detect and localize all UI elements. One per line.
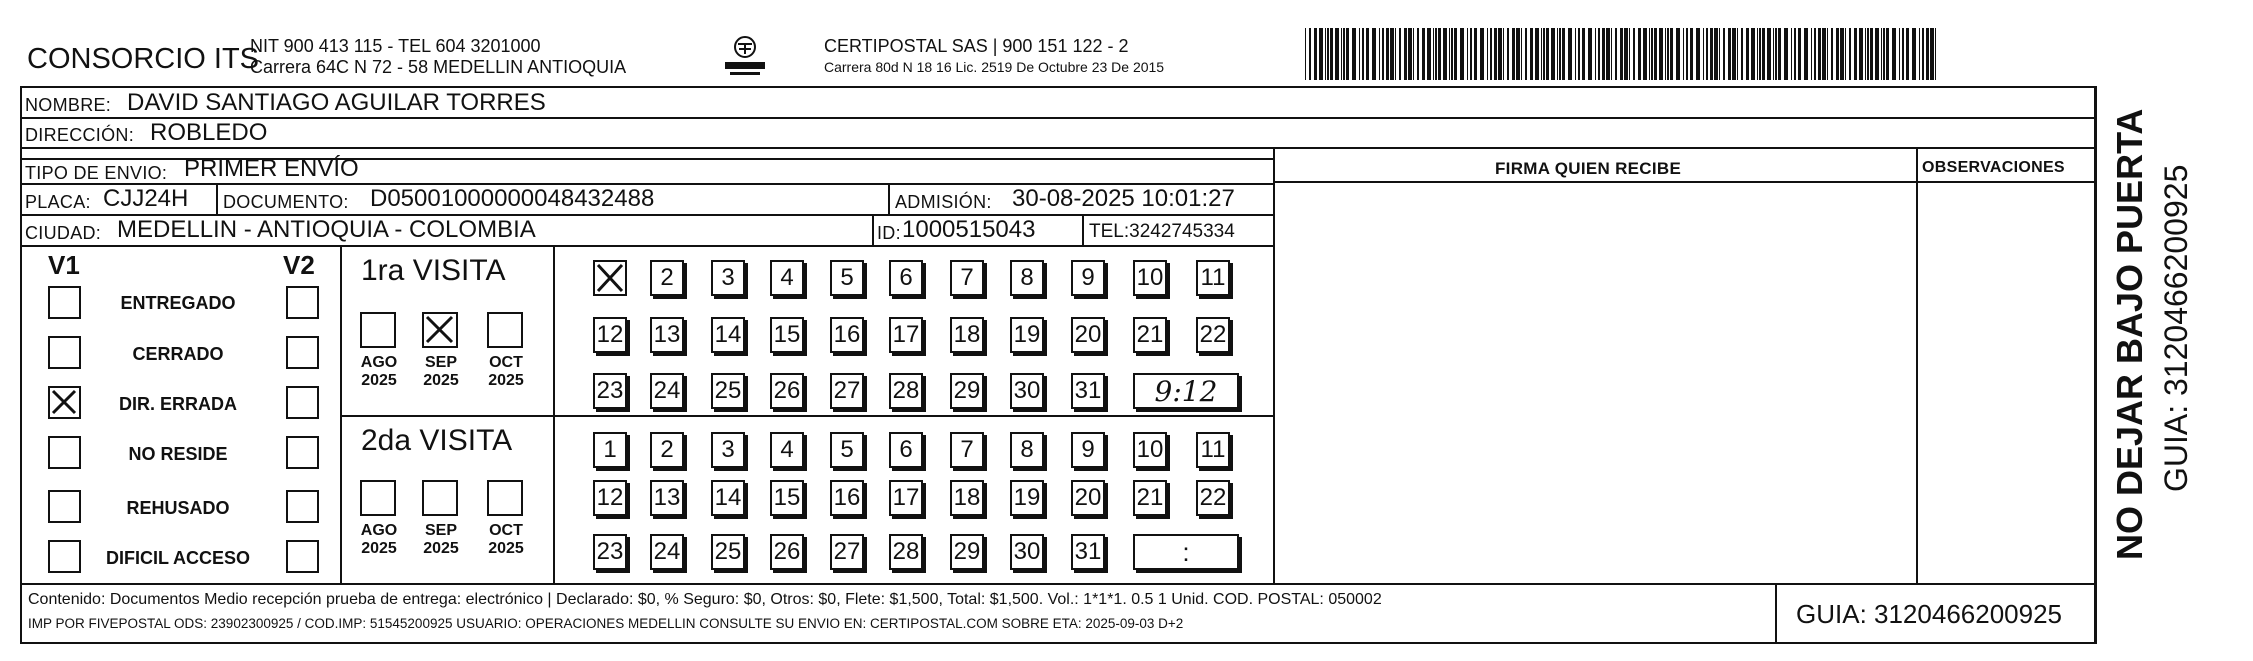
ciudad-label: CIUDAD: [25, 223, 102, 243]
visita1-time-box[interactable]: 9:12 [1133, 373, 1239, 409]
visita1-day-3[interactable]: 3 [711, 260, 745, 296]
visita1-month-label: AGO 2025 [360, 354, 398, 390]
visita2-month-sep-checkbox[interactable] [422, 480, 458, 516]
status-label: DIR. ERRADA [118, 394, 237, 414]
side-guia: GUIA: 3120466200925 [2158, 164, 2194, 492]
visita1-month-oct-checkbox[interactable] [487, 312, 523, 348]
visita1-day-6[interactable]: 6 [889, 260, 923, 296]
visita1-day-24[interactable]: 24 [650, 373, 684, 409]
v1-checkbox[interactable] [48, 540, 81, 573]
footer-guia: GUIA: 3120466200925 [1796, 599, 2062, 629]
footer-content: Contenido: Documentos Medio recepción prueba de entrega: electrónico | Declarado: $0, % Seguro: $0, Otros: $0, Flete: $1,500, Total: $1,500. Vol.: 1*1*1. 0.5 1 Unid. COD. POSTAL: 050002 [28, 591, 1382, 608]
visita2-day-2[interactable]: 2 [650, 432, 684, 468]
visita1-day-30[interactable]: 30 [1010, 373, 1044, 409]
visita1-day-13[interactable]: 13 [650, 317, 684, 353]
visita2-day-1[interactable]: 1 [593, 432, 627, 468]
nombre-value: DAVID SANTIAGO AGUILAR TORRES [127, 89, 546, 116]
v1-checkbox[interactable] [48, 386, 81, 419]
visita2-day-26[interactable]: 26 [770, 534, 804, 570]
visita1-day-27[interactable]: 27 [830, 373, 864, 409]
status-label: DIFICIL ACCESO [105, 548, 250, 568]
visita2-day-29[interactable]: 29 [950, 534, 984, 570]
visita1-day-8[interactable]: 8 [1010, 260, 1044, 296]
visita1-month-ago-checkbox[interactable] [360, 312, 396, 348]
visita1-day-1[interactable] [593, 260, 627, 296]
visita1-month-label: SEP 2025 [423, 354, 459, 390]
direccion-label: DIRECCIÓN: [25, 125, 135, 145]
certipostal-license: Carrera 80d N 18 16 Lic. 2519 De Octubre 23 De 2015 [824, 59, 1165, 75]
visita1-day-4[interactable]: 4 [770, 260, 804, 296]
side-warning: NO DEJAR BAJO PUERTA [2109, 108, 2150, 560]
visita1-day-31[interactable]: 31 [1071, 373, 1105, 409]
visita2-day-9[interactable]: 9 [1071, 432, 1105, 468]
visita1-day-7[interactable]: 7 [950, 260, 984, 296]
visita2-time-box[interactable]: : [1133, 534, 1239, 570]
visita2-month-label: SEP 2025 [423, 522, 459, 558]
visita2-month-label: OCT 2025 [488, 522, 524, 558]
visita1-day-28[interactable]: 28 [889, 373, 923, 409]
visita2-day-25[interactable]: 25 [711, 534, 745, 570]
visita1-month-label: OCT 2025 [488, 354, 524, 390]
visita1-day-22[interactable]: 22 [1196, 317, 1230, 353]
visita2-day-20[interactable]: 20 [1071, 480, 1105, 516]
visita1-day-11[interactable]: 11 [1196, 260, 1230, 296]
direccion-value: ROBLEDO [150, 119, 268, 146]
visita2-day-27[interactable]: 27 [830, 534, 864, 570]
visita1-day-15[interactable]: 15 [770, 317, 804, 353]
observations-area[interactable] [1919, 184, 2094, 582]
v2-checkbox[interactable] [286, 386, 319, 419]
visita1-day-23[interactable]: 23 [593, 373, 627, 409]
admision-value: 30-08-2025 10:01:27 [1012, 185, 1235, 212]
visita1-day-9[interactable]: 9 [1071, 260, 1105, 296]
observaciones-header: OBSERVACIONES [1922, 159, 2065, 176]
visita1-day-19[interactable]: 19 [1010, 317, 1044, 353]
visita2-day-22[interactable]: 22 [1196, 480, 1230, 516]
visita1-day-16[interactable]: 16 [830, 317, 864, 353]
footer-imp: IMP POR FIVEPOSTAL ODS: 23902300925 / COD.IMP: 51545200925 USUARIO: OPERACIONES MEDELLIN CONSULTE SU ENVIO EN: CERTIPOSTAL.COM SOBRE ETA: 2025-09-03 D+2 [28, 616, 1184, 631]
barcode [1305, 28, 1941, 80]
status-label: ENTREGADO [120, 293, 236, 313]
tipo-envio-label: TIPO DE ENVIO: [25, 163, 168, 183]
visita2-month-oct-checkbox[interactable] [487, 480, 523, 516]
visita2-title: 2da VISITA [361, 424, 513, 457]
visita1-day-5[interactable]: 5 [830, 260, 864, 296]
visita1-day-29[interactable]: 29 [950, 373, 984, 409]
visita1-day-26[interactable]: 26 [770, 373, 804, 409]
company-name: CONSORCIO ITS [27, 43, 260, 75]
visita1-day-21[interactable]: 21 [1133, 317, 1167, 353]
visita1-day-20[interactable]: 20 [1071, 317, 1105, 353]
visita2-day-6[interactable]: 6 [889, 432, 923, 468]
placa-label: PLACA: [25, 192, 91, 212]
visita2-day-15[interactable]: 15 [770, 480, 804, 516]
v2-checkbox[interactable] [286, 490, 319, 523]
id-value: 1000515043 [902, 216, 1036, 243]
signature-area[interactable] [1276, 184, 1914, 582]
visita1-day-2[interactable]: 2 [650, 260, 684, 296]
status-label: CERRADO [132, 344, 224, 364]
ciudad-value: MEDELLIN - ANTIOQUIA - COLOMBIA [117, 216, 536, 243]
visita1-day-10[interactable]: 10 [1133, 260, 1167, 296]
visita2-day-5[interactable]: 5 [830, 432, 864, 468]
visita2-day-13[interactable]: 13 [650, 480, 684, 516]
visita2-day-21[interactable]: 21 [1133, 480, 1167, 516]
visita1-month-sep-checkbox[interactable] [422, 312, 458, 348]
visita2-day-28[interactable]: 28 [889, 534, 923, 570]
v1-header: V1 [48, 250, 80, 280]
certipostal-info: CERTIPOSTAL SAS | 900 151 122 - 2 [824, 36, 1129, 56]
visita2-month-label: AGO 2025 [360, 522, 398, 558]
v2-checkbox[interactable] [286, 286, 319, 319]
visita2-day-18[interactable]: 18 [950, 480, 984, 516]
visita2-day-14[interactable]: 14 [711, 480, 745, 516]
visita2-day-8[interactable]: 8 [1010, 432, 1044, 468]
visita1-title: 1ra VISITA [361, 254, 506, 287]
v2-checkbox[interactable] [286, 336, 319, 369]
visita2-day-19[interactable]: 19 [1010, 480, 1044, 516]
visita2-day-31[interactable]: 31 [1071, 534, 1105, 570]
documento-value: D05001000000048432488 [370, 185, 655, 212]
visita2-day-10[interactable]: 10 [1133, 432, 1167, 468]
visita1-day-17[interactable]: 17 [889, 317, 923, 353]
company-nit: NIT 900 413 115 - TEL 604 3201000 [250, 36, 541, 56]
v2-checkbox[interactable] [286, 540, 319, 573]
admision-label: ADMISIÓN: [895, 192, 992, 212]
firma-header: FIRMA QUIEN RECIBE [1495, 159, 1682, 178]
v2-header: V2 [283, 250, 315, 280]
company-address: Carrera 64C N 72 - 58 MEDELLIN ANTIOQUIA [250, 57, 627, 77]
visita2-day-3[interactable]: 3 [711, 432, 745, 468]
visita2-day-23[interactable]: 23 [593, 534, 627, 570]
id-label: ID: [877, 223, 901, 243]
v1-checkbox[interactable] [48, 490, 81, 523]
v1-checkbox[interactable] [48, 436, 81, 469]
visita2-day-16[interactable]: 16 [830, 480, 864, 516]
visita1-day-12[interactable]: 12 [593, 317, 627, 353]
visita2-day-12[interactable]: 12 [593, 480, 627, 516]
status-label: NO RESIDE [128, 444, 228, 464]
visita2-day-30[interactable]: 30 [1010, 534, 1044, 570]
certipostal-logo [722, 34, 768, 80]
v1-checkbox[interactable] [48, 336, 81, 369]
placa-value: CJJ24H [103, 185, 189, 212]
visita1-day-25[interactable]: 25 [711, 373, 745, 409]
visita2-day-11[interactable]: 11 [1196, 432, 1230, 468]
tel-value: TEL:3242745334 [1089, 221, 1235, 242]
visita1-day-18[interactable]: 18 [950, 317, 984, 353]
tipo-envio-value: PRIMER ENVÍO [184, 155, 359, 182]
documento-label: DOCUMENTO: [223, 192, 349, 212]
visita2-month-ago-checkbox[interactable] [360, 480, 396, 516]
visita2-day-24[interactable]: 24 [650, 534, 684, 570]
v2-checkbox[interactable] [286, 436, 319, 469]
visita2-day-4[interactable]: 4 [770, 432, 804, 468]
visita2-day-17[interactable]: 17 [889, 480, 923, 516]
v1-checkbox[interactable] [48, 286, 81, 319]
nombre-label: NOMBRE: [25, 95, 112, 115]
status-label: REHUSADO [126, 498, 230, 518]
visita2-day-7[interactable]: 7 [950, 432, 984, 468]
visita1-day-14[interactable]: 14 [711, 317, 745, 353]
